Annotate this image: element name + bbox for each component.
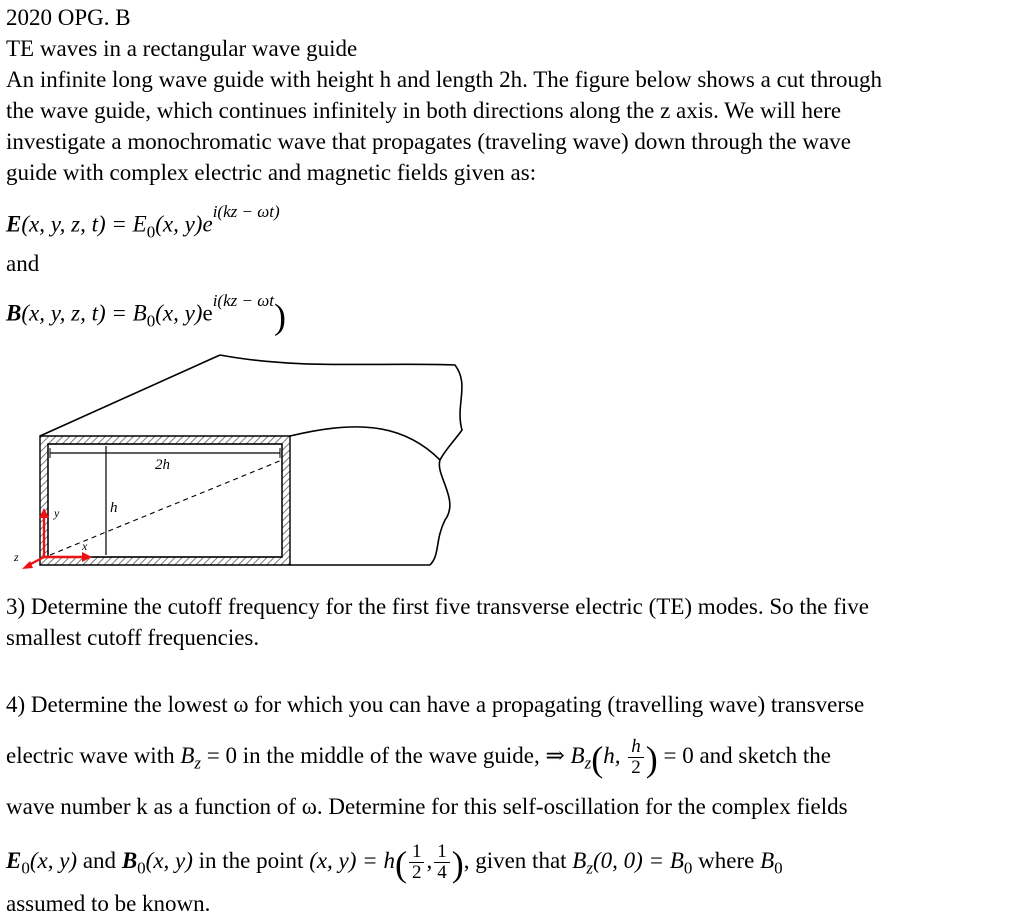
- z-axis-label: z: [14, 550, 19, 564]
- and-connector: and: [6, 251, 40, 276]
- bz-symbol-2: B: [570, 742, 585, 768]
- b-symbol: B: [6, 300, 22, 326]
- b-field-equation: [6, 293, 286, 335]
- fraction-1-over-4: $\frac{1}{4}$: [434, 842, 450, 883]
- y-axis-label: y: [54, 506, 60, 520]
- guide-top-edge: [40, 355, 220, 436]
- q4-text-a: electric wave with: [6, 742, 181, 768]
- e-symbol: E: [6, 211, 22, 237]
- question3-line-2: smallest cutoff frequencies.: [6, 625, 260, 650]
- e0-symbol: E: [132, 211, 147, 237]
- question4-line-4: $E_0(x$, y) and $B_0(x$, y) in the point (x, y) = h( $\frac{1}{2}$ , $\frac{1}{4}$ ), given that $B_z(0$, $0) = B_0$ where $B_0$: [6, 841, 783, 884]
- e-args: (x, y, z, t) =: [21, 211, 133, 237]
- guide-right-top-edge: [290, 427, 440, 460]
- height-label: h: [110, 500, 118, 516]
- arg-h: h,: [603, 742, 627, 768]
- e-exp-base: e: [202, 211, 213, 237]
- question4-line-1: 4) Determine the lowest ω for which you can have a propagating (travelling wave) transverse: [6, 692, 865, 717]
- page-title: TE waves in a rectangular wave guide: [6, 36, 358, 61]
- b0-symbol: B: [132, 300, 147, 326]
- bz-subscript-2: z: [584, 753, 592, 773]
- fraction-1-over-2: $\frac{1}{2}$: [409, 842, 425, 883]
- intro-line-3: investigate a monochromatic wave that propagates (traveling wave) down through the wave: [6, 129, 851, 154]
- question4-line-2: electric wave with $B_z = 0$ in the middle of the wave guide, ⇒ $B_z(h$, $\frac{h}{2}$ ) = 0 and sketch the: [6, 736, 832, 779]
- e-field-equation: [6, 204, 280, 246]
- b-exponent-paren: ): [273, 296, 286, 337]
- b0-subscript: 0: [146, 311, 156, 331]
- q4-text-b: = 0 and sketch the: [657, 742, 832, 768]
- intro-line-4: guide with complex electric and magnetic fields given as:: [6, 160, 537, 185]
- question4-line-3: wave number k as a function of ω. Determine for this self-oscillation for the complex fields: [6, 794, 848, 819]
- guide-right-wavy-edge: [430, 460, 450, 565]
- exam-label: 2020 OPG. B: [6, 5, 131, 30]
- b-exponent: i(kz − ωt: [212, 291, 274, 310]
- point-eq: (x, y) = h: [309, 847, 395, 873]
- waveguide-figure: [0, 350, 480, 580]
- x-axis-label: x: [82, 539, 88, 553]
- width-label: 2h: [155, 457, 170, 473]
- e0-subscript: 0: [146, 222, 156, 242]
- question3-line-1: 3) Determine the cutoff frequency for the first five transverse electric (TE) modes. So the five: [6, 594, 870, 619]
- bz-symbol: B: [180, 742, 195, 768]
- b-exp-base: e: [202, 300, 213, 326]
- q4-eq-zero: = 0 in the middle of the wave guide, ⇒: [201, 742, 571, 768]
- b-args: (x, y, z, t) =: [21, 300, 133, 326]
- cross-section-wall: [40, 436, 290, 565]
- b0-args: (x, y): [155, 300, 203, 326]
- b0-field-symbol: B: [121, 847, 138, 873]
- e0-field-symbol: E: [6, 847, 22, 873]
- bz-subscript: z: [194, 753, 202, 773]
- e-exponent: i(kz − ωt): [212, 202, 280, 221]
- question4-line-5: assumed to be known.: [6, 891, 211, 916]
- intro-line-1: An infinite long wave guide with height h and length 2h. The figure below shows a cut through: [6, 67, 882, 92]
- intro-line-2: the wave guide, which continues infinitely in both directions along the z axis. We will here: [6, 98, 842, 123]
- e0-args: (x, y): [155, 211, 203, 237]
- fraction-h-over-2: $\frac{h}{2}$: [628, 737, 644, 778]
